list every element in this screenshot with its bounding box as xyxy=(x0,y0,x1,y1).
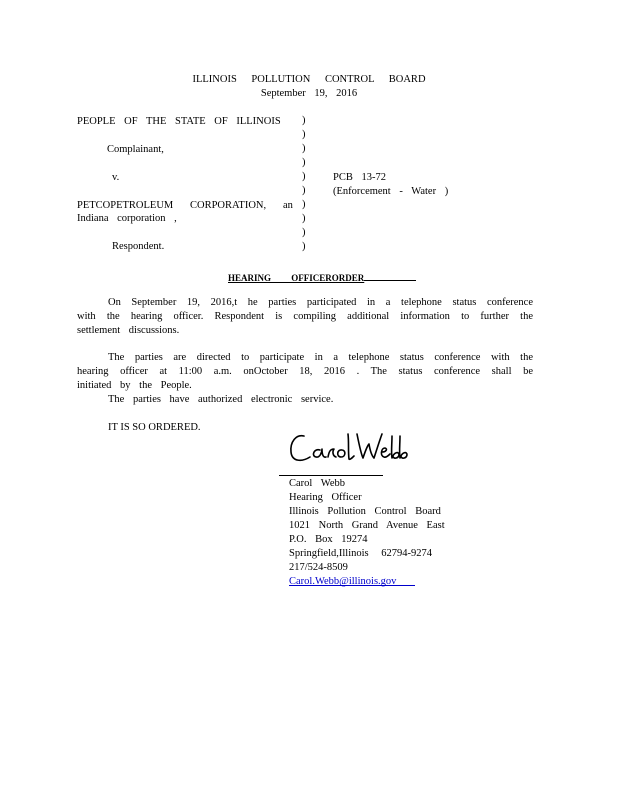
officer-org: Illinois Pollution Control Board xyxy=(289,506,441,517)
paren: ) xyxy=(302,185,306,196)
respondent-label: Respondent. xyxy=(112,241,165,252)
paren: ) xyxy=(302,143,306,154)
officer-phone: 217/524-8509 xyxy=(289,562,348,573)
paragraph-service: The parties have authorized electronic service. xyxy=(108,394,334,405)
signature-line xyxy=(279,475,383,476)
paragraph-status-conference: On September 19, 2016,t he parties participated in a telephone status conference with the hearing officer. Respondent is compiling additional information to further the settlement discussions. xyxy=(77,297,533,336)
paren: ) xyxy=(302,171,306,182)
board-title: ILLINOIS POLLUTION CONTROL BOARD xyxy=(192,74,426,85)
case-type: (Enforcement - Water ) xyxy=(333,186,449,197)
versus-label: v. xyxy=(112,172,120,183)
paren: ) xyxy=(302,213,306,224)
email-underline xyxy=(289,585,415,586)
officer-street: 1021 North Grand Avenue East xyxy=(289,520,445,531)
defendant-description: Indiana corporation , xyxy=(77,213,177,224)
plaintiff-name: PEOPLE OF THE STATE OF ILLINOIS xyxy=(77,116,281,127)
paragraph-directive: The parties are directed to participate in a telephone status conference with the hearing officer at 11:00 a.m. onOctober 18, 2016 . The status conference shall be initiated by the People. xyxy=(77,352,533,391)
officer-city: Springfield,Illinois 62794-9274 xyxy=(289,548,432,559)
defendant-corporation: CORPORATION, xyxy=(190,200,267,211)
handwritten-signature xyxy=(286,430,412,470)
paren: ) xyxy=(302,241,306,252)
paragraph-ordered: IT IS SO ORDERED. xyxy=(108,422,201,433)
paren: ) xyxy=(302,199,306,210)
caption-divider xyxy=(302,114,306,254)
paren: ) xyxy=(302,115,306,126)
order-title: HEARING OFFICERORDER xyxy=(228,270,416,285)
paren: ) xyxy=(302,227,306,238)
defendant-name: PETCOPETROLEUM xyxy=(77,200,174,211)
paren: ) xyxy=(302,157,306,168)
officer-title: Hearing Officer xyxy=(289,492,362,503)
complainant-label: Complainant, xyxy=(107,144,164,155)
officer-pobox: P.O. Box 19274 xyxy=(289,534,368,545)
paren: ) xyxy=(302,129,306,140)
order-date: September 19, 2016 xyxy=(260,88,358,99)
defendant-an: an xyxy=(283,200,293,211)
officer-email-link[interactable]: Carol.Webb@illinois.gov xyxy=(289,576,397,587)
officer-name: Carol Webb xyxy=(289,478,345,489)
case-number: PCB 13-72 xyxy=(333,172,386,183)
